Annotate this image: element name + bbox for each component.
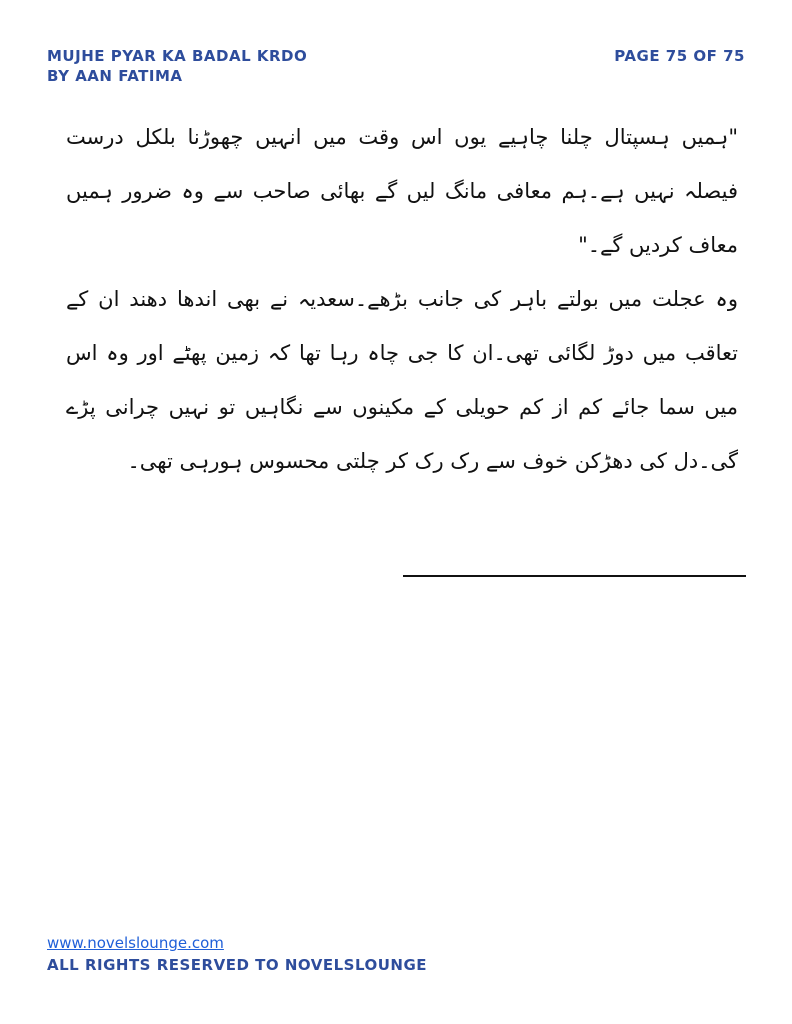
story-text <box>66 110 738 488</box>
header-left <box>47 46 307 86</box>
page-number: PAGE 75 OF 75 <box>614 47 745 65</box>
novel-title: MUJHE PYAR KA BADAL KRDO <box>47 47 308 65</box>
website-link[interactable]: www.novelslounge.com <box>47 934 224 952</box>
page-footer <box>47 932 427 976</box>
author-line: BY AAN FATIMA <box>47 67 183 85</box>
paragraph-narration: وہ عجلت میں بولتے باہر کی جانب بڑھے۔سعدیہ نے بھی اندھا دھند ان کے تعاقب میں دوڑ لگائی تھی۔ان کا جی چاہ رہا تھا کہ زمین پھٹے اور وہ اس میں سما جائے کم از کم حویلی کے مکینوں سے نگاہیں تو نہیں چرانی پڑے گی۔دل کی دھڑکن خوف سے رک رک کر چلتی محسوس ہورہی تھی۔ <box>66 287 738 473</box>
end-divider <box>403 575 746 577</box>
rights-notice: ALL RIGHTS RESERVED TO NOVELSLOUNGE <box>47 956 428 974</box>
paragraph-dialogue: "ہمیں ہسپتال چلنا چاہیے یوں اس وقت میں انہیں چھوڑنا بلکل درست فیصلہ نہیں ہے۔ہم معافی مانگ لیں گے بھائی صاحب سے وہ ضرور ہمیں معاف کردیں گے۔" <box>66 125 738 257</box>
